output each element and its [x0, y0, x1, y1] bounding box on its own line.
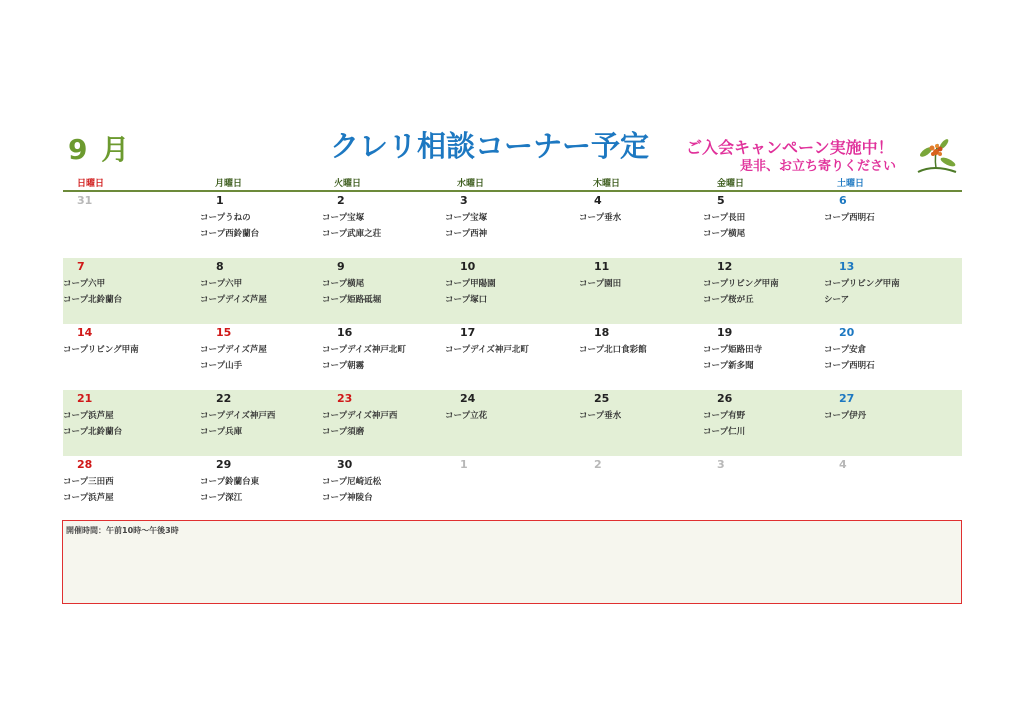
event-store: コープ三田西: [63, 477, 114, 487]
day-number: 2: [337, 194, 345, 207]
day-cell: [445, 456, 579, 522]
day-number: 11: [594, 260, 610, 273]
day-cell: [703, 390, 824, 456]
day-cell: [322, 390, 445, 456]
day-number: 16: [337, 326, 353, 339]
day-number: 5: [717, 194, 725, 207]
day-cell: [200, 192, 322, 258]
event-store: コープデイズ神戸西: [322, 411, 398, 421]
day-cell: [579, 192, 703, 258]
event-store: コープ六甲: [63, 279, 106, 289]
event-store: コープ西鈴蘭台: [200, 229, 260, 239]
event-store: コープ宝塚: [322, 213, 365, 223]
day-cell: [703, 324, 824, 390]
day-cell: [322, 192, 445, 258]
weekday-thursday: 木曜日: [593, 179, 621, 189]
event-store: コープ山手: [200, 361, 243, 371]
event-store: シーア: [824, 295, 850, 305]
day-cell: [63, 390, 200, 456]
event-store: コープデイズ神戸西: [200, 411, 276, 421]
day-number: 17: [460, 326, 476, 339]
weekday-friday: 金曜日: [717, 179, 745, 189]
event-store: コープ姫路砥堀: [322, 295, 382, 305]
calendar-week-1: [63, 192, 962, 258]
event-store: コープ神陵台: [322, 493, 373, 503]
notes-box: [62, 520, 962, 604]
opening-hours-note: 開催時間：午前10時～午後3時: [66, 526, 179, 535]
event-store: コープ深江: [200, 493, 243, 503]
day-number: 6: [839, 194, 847, 207]
calendar-week-5: [63, 456, 962, 522]
event-store: コープ鈴蘭台東: [200, 477, 260, 487]
event-store: コープ宝塚: [445, 213, 488, 223]
day-number: 3: [717, 458, 725, 471]
event-store: コープ北鈴蘭台: [63, 295, 123, 305]
day-number: 29: [216, 458, 232, 471]
event-store: コープ兵庫: [200, 427, 243, 437]
day-number: 4: [839, 458, 847, 471]
event-store: コープ姫路田寺: [703, 345, 763, 355]
event-store: コープ北口食彩館: [579, 345, 647, 355]
day-cell: [445, 192, 579, 258]
weekday-header: [63, 176, 962, 190]
event-store: コープ垂水: [579, 411, 622, 421]
weekday-wednesday: 水曜日: [457, 179, 485, 189]
day-cell: [445, 258, 579, 324]
day-cell: [63, 456, 200, 522]
event-store: コープ須磨: [322, 427, 365, 437]
calendar-week-4: [63, 390, 962, 456]
event-store: コープリビング甲南: [824, 279, 900, 289]
flower-illustration-icon: [912, 132, 960, 180]
day-number: 26: [717, 392, 733, 405]
event-store: コープ園田: [579, 279, 622, 289]
calendar-grid: [63, 192, 962, 522]
day-number: 30: [337, 458, 353, 471]
month-label: 9 月: [68, 133, 132, 166]
day-cell: [579, 390, 703, 456]
event-store: コープ塚口: [445, 295, 488, 305]
event-store: コープ西明石: [824, 213, 875, 223]
campaign-headline: ご入会キャンペーン実施中！: [686, 138, 894, 157]
weekday-sunday: 日曜日: [77, 179, 105, 189]
day-number: 1: [216, 194, 224, 207]
day-number: 15: [216, 326, 232, 339]
event-store: コープデイズ神戸北町: [322, 345, 406, 355]
day-cell: [322, 456, 445, 522]
day-number: 25: [594, 392, 610, 405]
day-number: 2: [594, 458, 602, 471]
event-store: コープ北鈴蘭台: [63, 427, 123, 437]
day-number: 8: [216, 260, 224, 273]
day-cell: [200, 258, 322, 324]
event-store: コープ西神: [445, 229, 488, 239]
event-store: コープリビング甲南: [703, 279, 779, 289]
day-number: 22: [216, 392, 232, 405]
event-store: コープ伊丹: [824, 411, 867, 421]
event-store: コープ浜芦屋: [63, 411, 114, 421]
event-store: コープ垂水: [579, 213, 622, 223]
day-number: 24: [460, 392, 476, 405]
day-cell: [445, 324, 579, 390]
page-title: クレリ相談コーナー予定: [330, 129, 650, 163]
event-store: コープ浜芦屋: [63, 493, 114, 503]
day-cell: [322, 324, 445, 390]
weekday-tuesday: 火曜日: [334, 179, 362, 189]
event-store: コープ仁川: [703, 427, 746, 437]
day-number: 12: [717, 260, 733, 273]
event-store: コープデイズ芦屋: [200, 295, 267, 305]
day-number: 31: [77, 194, 93, 207]
day-number: 4: [594, 194, 602, 207]
day-cell: [579, 456, 703, 522]
day-number: 21: [77, 392, 93, 405]
day-number: 23: [337, 392, 353, 405]
day-cell: [63, 324, 200, 390]
event-store: コープデイズ神戸北町: [445, 345, 529, 355]
day-cell: [579, 324, 703, 390]
day-cell: [824, 390, 962, 456]
event-store: コープ横尾: [703, 229, 746, 239]
weekday-monday: 月曜日: [215, 179, 243, 189]
day-cell: [703, 192, 824, 258]
day-cell: [200, 390, 322, 456]
day-cell: [824, 324, 962, 390]
day-cell: [200, 324, 322, 390]
event-store: コープ横尾: [322, 279, 365, 289]
day-number: 9: [337, 260, 345, 273]
day-number: 3: [460, 194, 468, 207]
day-number: 14: [77, 326, 93, 339]
event-store: コープ長田: [703, 213, 746, 223]
event-store: コープ安倉: [824, 345, 867, 355]
day-cell: [63, 192, 200, 258]
event-store: コープ立花: [445, 411, 488, 421]
day-cell: [703, 456, 824, 522]
day-number: 10: [460, 260, 476, 273]
event-store: コープ新多聞: [703, 361, 754, 371]
day-cell: [200, 456, 322, 522]
day-number: 20: [839, 326, 855, 339]
calendar-week-3: [63, 324, 962, 390]
day-cell: [824, 258, 962, 324]
event-store: コープ武庫之荘: [322, 229, 382, 239]
day-number: 28: [77, 458, 93, 471]
day-number: 13: [839, 260, 855, 273]
day-number: 1: [460, 458, 468, 471]
day-number: 18: [594, 326, 610, 339]
event-store: コープ甲陽園: [445, 279, 496, 289]
event-store: コープ桜が丘: [703, 295, 754, 305]
day-number: 7: [77, 260, 85, 273]
event-store: コープ有野: [703, 411, 746, 421]
event-store: コープ六甲: [200, 279, 243, 289]
event-store: コープ西明石: [824, 361, 875, 371]
event-store: コープ尼崎近松: [322, 477, 382, 487]
day-cell: [445, 390, 579, 456]
event-store: コープデイズ芦屋: [200, 345, 267, 355]
day-cell: [824, 192, 962, 258]
day-cell: [824, 456, 962, 522]
event-store: コープうねの: [200, 213, 251, 223]
calendar-week-2: [63, 258, 962, 324]
day-cell: [703, 258, 824, 324]
day-number: 27: [839, 392, 855, 405]
day-cell: [579, 258, 703, 324]
day-cell: [322, 258, 445, 324]
campaign-subline: 是非、お立ち寄りください: [740, 159, 897, 174]
weekday-saturday: 土曜日: [837, 179, 865, 189]
event-store: コープ朝霧: [322, 361, 365, 371]
day-cell: [63, 258, 200, 324]
event-store: コープリビング甲南: [63, 345, 139, 355]
day-number: 19: [717, 326, 733, 339]
